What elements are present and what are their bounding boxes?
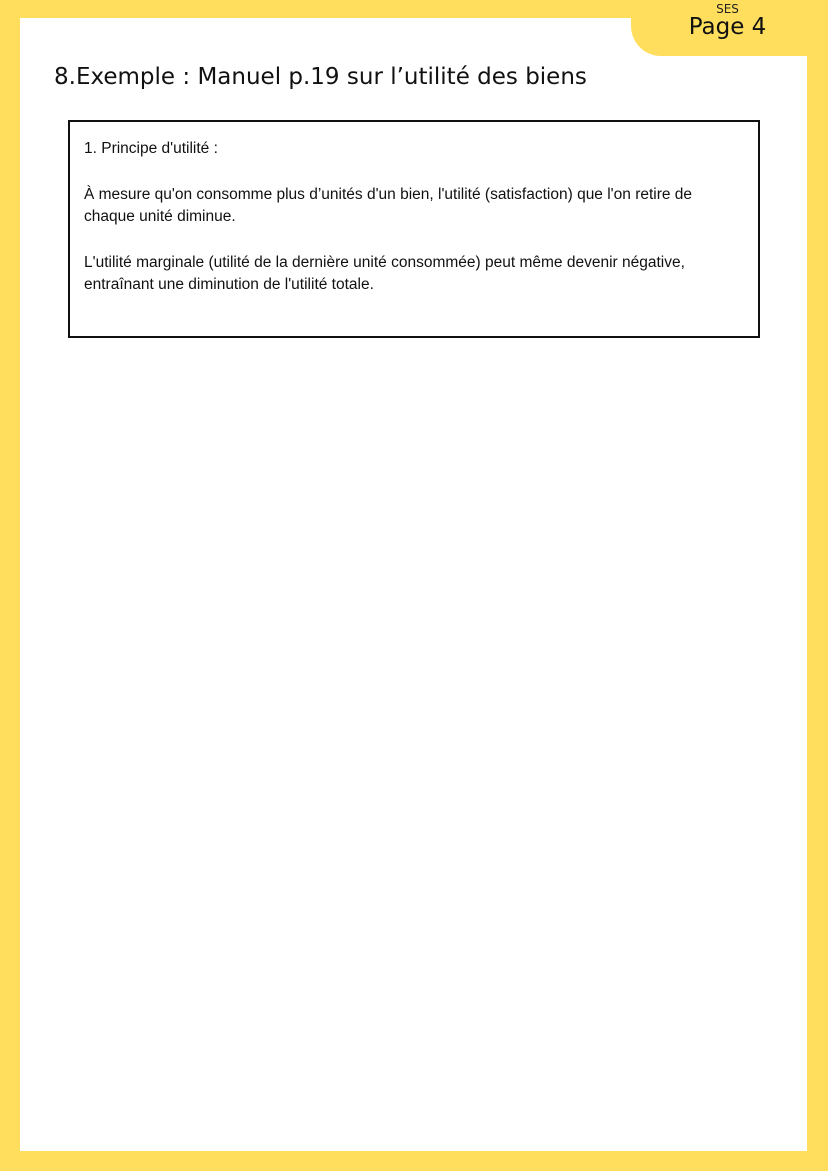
paragraph: À mesure qu'on consomme plus d’unités d'un bien, l'utilité (satisfaction) que l'on retire de chaque unité diminue. bbox=[84, 186, 693, 225]
text-box bbox=[68, 120, 760, 338]
box-heading: 1. Principe d'utilité : bbox=[84, 140, 218, 157]
paragraph: L'utilité marginale (utilité de la dernière unité consommée) peut même devenir négative, entraînant une diminution de l'utilité totale. bbox=[84, 254, 685, 293]
section-title: 8.Exemple : Manuel p.19 sur l’utilité des biens bbox=[54, 64, 587, 90]
page-number: Page 4 bbox=[688, 14, 767, 40]
page-tab bbox=[631, 0, 808, 56]
subject-label: SES bbox=[716, 2, 739, 16]
